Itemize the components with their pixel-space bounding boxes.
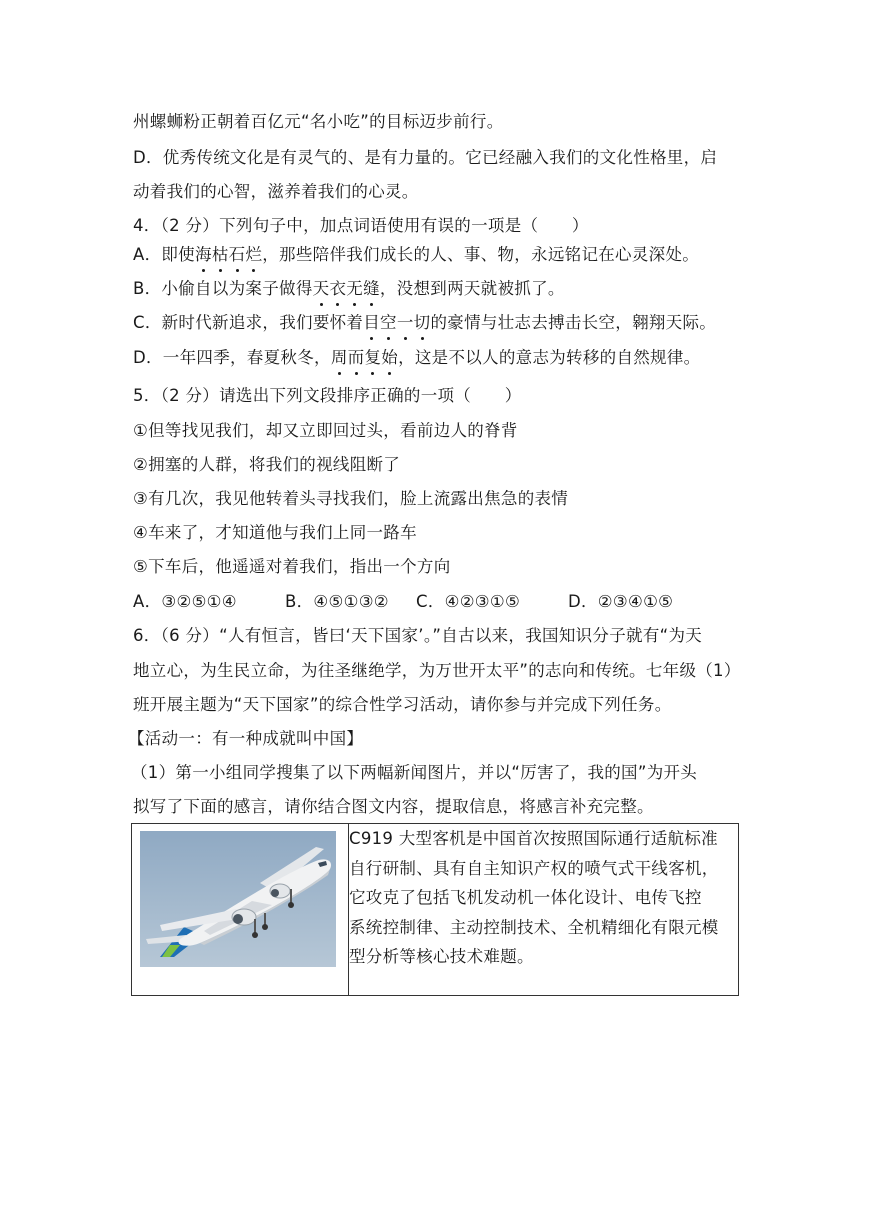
- text-line: 动着我们的心智，滋养着我们的心灵。: [133, 182, 419, 201]
- question-5-item: ③有几次，我见他转着头寻找我们，脸上流露出焦急的表情: [133, 489, 569, 508]
- dotted-phrase: 海枯石烂: [195, 245, 262, 264]
- question-4-option-d: D．一年四季，春夏秋冬，周而复始，这是不以人的意志为转移的自然规律。: [133, 346, 700, 370]
- caption-line: 型分析等核心技术难题。: [349, 947, 534, 966]
- activity-heading: 【活动一：有一种成就叫中国】: [128, 729, 364, 748]
- question-5-stem: 5．（2 分）请选出下列文段排序正确的一项（ ）: [133, 386, 522, 405]
- question-5-options: [133, 590, 673, 614]
- question-5-option-a: A．③②⑤①④: [133, 592, 237, 611]
- caption-line: C919 大型客机是中国首次按照国际通行适航标准: [349, 829, 718, 848]
- question-5-item: ②拥塞的人群，将我们的视线阻断了: [133, 455, 401, 474]
- question-4-stem: 4．（2 分）下列句子中，加点词语使用有误的一项是（ ）: [133, 216, 589, 235]
- caption-line: 系统控制律、主动控制技术、全机精细化有限元模: [349, 917, 719, 937]
- text-line: 州螺蛳粉正朝着百亿元“名小吃”的目标迈步前行。: [133, 112, 504, 131]
- c919-airplane-photo: [140, 831, 336, 967]
- news-figure-table: [131, 823, 739, 996]
- text-line: D．优秀传统文化是有灵气的、是有力量的。它已经融入我们的文化性格里，启: [133, 148, 718, 167]
- question-5-option-c: C．④②③①⑤: [416, 592, 521, 611]
- sub-question-1: （1）第一小组同学搜集了以下两幅新闻图片，并以“厉害了，我的国”为开头: [131, 763, 698, 782]
- question-6-stem: 6．（6 分）“人有恒言，皆曰‘天下国家’。”自古以来，我国知识分子就有“为天: [133, 626, 703, 645]
- question-5-option-b: B．④⑤①③②: [285, 592, 389, 611]
- question-5-option-d: D．②③④①⑤: [568, 592, 674, 611]
- question-6-stem: 地立心，为生民立命，为往圣继绝学，为万世开太平”的志向和传统。七年级（1）: [133, 661, 741, 680]
- dotted-phrase: 目空一切: [363, 313, 430, 332]
- news-caption-cell: [349, 824, 739, 996]
- caption-line: 它攻克了包括飞机发动机一体化设计、电传飞控: [349, 888, 702, 907]
- dotted-phrase: 周而复始: [331, 348, 398, 367]
- dotted-phrase: 天衣无缝: [313, 279, 380, 298]
- question-5-item: ⑤下车后，他遥遥对着我们，指出一个方向: [133, 557, 451, 576]
- question-6-stem: 班开展主题为“天下国家”的综合性学习活动，请你参与并完成下列任务。: [133, 695, 672, 714]
- caption-line: 自行研制、具有自主知识产权的喷气式干线客机，: [349, 858, 719, 878]
- question-4-option-c: C．新时代新追求，我们要怀着目空一切的豪情与壮志去搏击长空，翱翔天际。: [133, 311, 716, 335]
- news-photo-cell: [132, 824, 349, 996]
- question-4-option-b: B．小偷自以为案子做得天衣无缝，没想到两天就被抓了。: [133, 277, 565, 301]
- question-5-item: ④车来了，才知道他与我们上同一路车: [133, 523, 417, 542]
- sub-question-1: 拟写了下面的感言，请你结合图文内容，提取信息，将感言补充完整。: [133, 797, 654, 816]
- question-5-item: ①但等找见我们，却又立即回过头，看前边人的脊背: [133, 421, 518, 440]
- question-4-option-a: A．即使海枯石烂，那些陪伴我们成长的人、事、物，永远铭记在心灵深处。: [133, 243, 699, 267]
